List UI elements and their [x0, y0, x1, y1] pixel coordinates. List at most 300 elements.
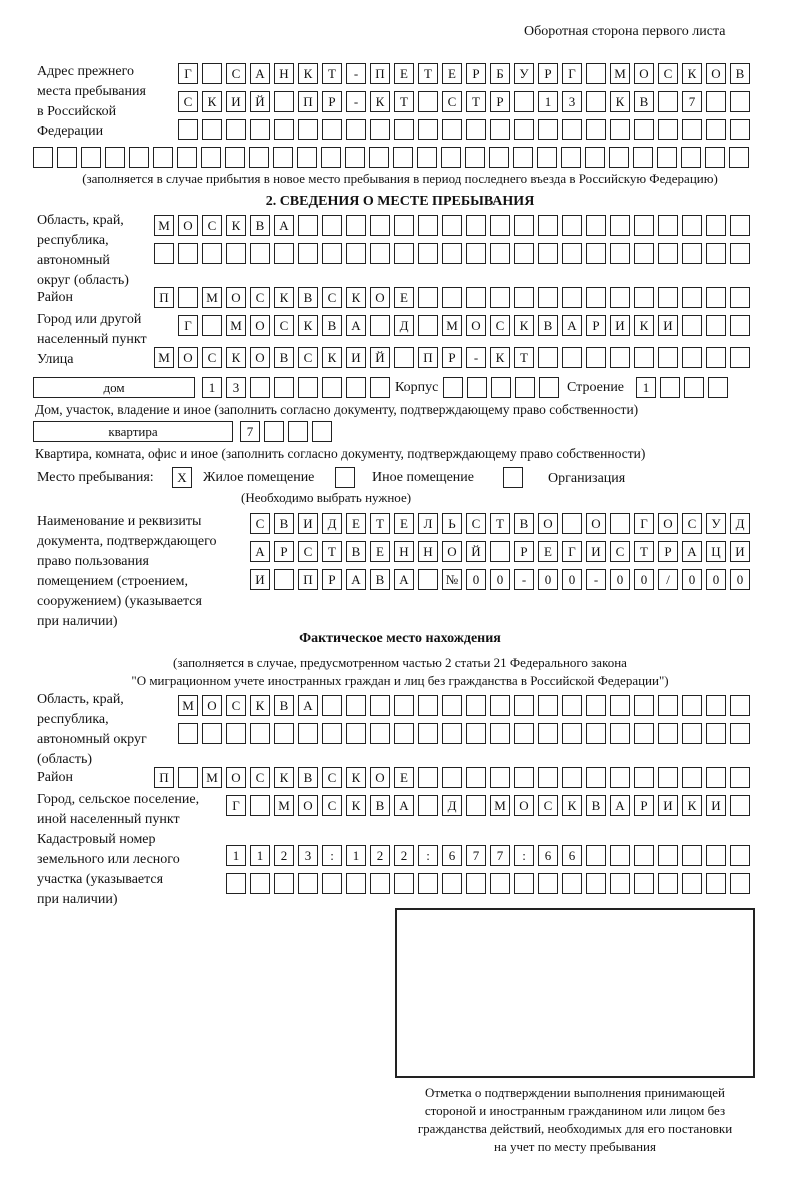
char-cell[interactable]: [321, 147, 341, 168]
char-cell[interactable]: [658, 695, 678, 716]
char-cell[interactable]: [297, 147, 317, 168]
char-cell[interactable]: [682, 845, 702, 866]
char-cell[interactable]: [610, 243, 630, 264]
char-cell[interactable]: [515, 377, 535, 398]
char-cell[interactable]: [250, 377, 270, 398]
char-cell[interactable]: 0: [490, 569, 510, 590]
char-cell[interactable]: В: [322, 315, 342, 336]
char-cell[interactable]: [466, 873, 486, 894]
char-cell[interactable]: [312, 421, 332, 442]
char-cell[interactable]: 6: [562, 845, 582, 866]
char-cell[interactable]: [466, 287, 486, 308]
char-cell[interactable]: С: [322, 795, 342, 816]
char-cell[interactable]: Й: [250, 91, 270, 112]
char-cell[interactable]: 3: [298, 845, 318, 866]
char-cell[interactable]: В: [298, 767, 318, 788]
char-cell[interactable]: И: [658, 795, 678, 816]
char-cell[interactable]: А: [274, 215, 294, 236]
char-cell[interactable]: [418, 315, 438, 336]
char-cell[interactable]: О: [298, 795, 318, 816]
char-cell[interactable]: С: [610, 541, 630, 562]
char-cell[interactable]: [274, 873, 294, 894]
char-cell[interactable]: [370, 119, 390, 140]
char-cell[interactable]: К: [514, 315, 534, 336]
char-cell[interactable]: :: [322, 845, 342, 866]
char-cell[interactable]: 1: [226, 845, 246, 866]
char-cell[interactable]: [730, 767, 750, 788]
char-cell[interactable]: С: [202, 347, 222, 368]
char-cell[interactable]: [394, 215, 414, 236]
char-cell[interactable]: [658, 723, 678, 744]
char-cell[interactable]: [706, 315, 726, 336]
char-cell[interactable]: [730, 695, 750, 716]
char-cell[interactable]: [562, 243, 582, 264]
char-cell[interactable]: [370, 315, 390, 336]
char-cell[interactable]: [298, 873, 318, 894]
char-cell[interactable]: [466, 795, 486, 816]
char-cell[interactable]: [298, 119, 318, 140]
char-cell[interactable]: [730, 873, 750, 894]
char-cell[interactable]: О: [586, 513, 606, 534]
char-cell[interactable]: М: [610, 63, 630, 84]
char-cell[interactable]: [490, 119, 510, 140]
char-cell[interactable]: [274, 91, 294, 112]
char-cell[interactable]: [491, 377, 511, 398]
char-cell[interactable]: [346, 377, 366, 398]
char-cell[interactable]: [418, 873, 438, 894]
char-cell[interactable]: И: [298, 513, 318, 534]
char-cell[interactable]: [346, 723, 366, 744]
char-cell[interactable]: Т: [490, 513, 510, 534]
char-cell[interactable]: М: [274, 795, 294, 816]
char-cell[interactable]: И: [706, 795, 726, 816]
char-cell[interactable]: [682, 695, 702, 716]
char-cell[interactable]: [466, 243, 486, 264]
char-cell[interactable]: [418, 287, 438, 308]
char-cell[interactable]: [634, 119, 654, 140]
char-cell[interactable]: В: [346, 541, 366, 562]
char-cell[interactable]: С: [226, 63, 246, 84]
char-cell[interactable]: [562, 513, 582, 534]
char-cell[interactable]: №: [442, 569, 462, 590]
char-cell[interactable]: В: [538, 315, 558, 336]
char-cell[interactable]: [610, 513, 630, 534]
char-cell[interactable]: К: [562, 795, 582, 816]
char-cell[interactable]: [466, 695, 486, 716]
char-cell[interactable]: [586, 845, 606, 866]
char-cell[interactable]: [178, 723, 198, 744]
char-cell[interactable]: В: [298, 287, 318, 308]
char-cell[interactable]: [153, 147, 173, 168]
char-cell[interactable]: С: [490, 315, 510, 336]
char-cell[interactable]: М: [202, 767, 222, 788]
char-cell[interactable]: [394, 347, 414, 368]
char-cell[interactable]: А: [250, 63, 270, 84]
char-cell[interactable]: [586, 243, 606, 264]
char-cell[interactable]: [586, 91, 606, 112]
char-cell[interactable]: [394, 695, 414, 716]
char-cell[interactable]: [201, 147, 221, 168]
char-cell[interactable]: [634, 695, 654, 716]
char-cell[interactable]: [706, 287, 726, 308]
char-cell[interactable]: 0: [730, 569, 750, 590]
char-cell[interactable]: 0: [466, 569, 486, 590]
char-cell[interactable]: С: [538, 795, 558, 816]
char-cell[interactable]: [730, 795, 750, 816]
char-cell[interactable]: [442, 695, 462, 716]
char-cell[interactable]: [634, 723, 654, 744]
char-cell[interactable]: И: [610, 315, 630, 336]
char-cell[interactable]: 6: [442, 845, 462, 866]
char-cell[interactable]: Р: [322, 91, 342, 112]
house-type-field[interactable]: дом: [33, 377, 195, 398]
char-cell[interactable]: 1: [538, 91, 558, 112]
char-cell[interactable]: [634, 287, 654, 308]
char-cell[interactable]: [562, 695, 582, 716]
char-cell[interactable]: [490, 215, 510, 236]
char-cell[interactable]: О: [202, 695, 222, 716]
char-cell[interactable]: [610, 845, 630, 866]
char-cell[interactable]: [730, 287, 750, 308]
char-cell[interactable]: Т: [394, 91, 414, 112]
char-cell[interactable]: [513, 147, 533, 168]
char-cell[interactable]: Е: [394, 767, 414, 788]
char-cell[interactable]: [274, 377, 294, 398]
char-cell[interactable]: В: [250, 215, 270, 236]
char-cell[interactable]: [346, 695, 366, 716]
char-cell[interactable]: [264, 421, 284, 442]
char-cell[interactable]: Е: [394, 287, 414, 308]
char-cell[interactable]: [393, 147, 413, 168]
char-cell[interactable]: С: [250, 767, 270, 788]
char-cell[interactable]: М: [154, 347, 174, 368]
char-cell[interactable]: Ц: [706, 541, 726, 562]
char-cell[interactable]: [706, 695, 726, 716]
char-cell[interactable]: С: [250, 287, 270, 308]
char-cell[interactable]: 1: [250, 845, 270, 866]
char-cell[interactable]: [658, 873, 678, 894]
char-cell[interactable]: К: [298, 63, 318, 84]
char-cell[interactable]: Й: [466, 541, 486, 562]
char-cell[interactable]: К: [274, 767, 294, 788]
char-cell[interactable]: [370, 873, 390, 894]
char-cell[interactable]: [274, 569, 294, 590]
char-cell[interactable]: С: [298, 347, 318, 368]
char-cell[interactable]: [729, 147, 749, 168]
char-cell[interactable]: [658, 845, 678, 866]
char-cell[interactable]: О: [442, 541, 462, 562]
char-cell[interactable]: 2: [274, 845, 294, 866]
char-cell[interactable]: [586, 723, 606, 744]
char-cell[interactable]: [657, 147, 677, 168]
char-cell[interactable]: О: [514, 795, 534, 816]
char-cell[interactable]: Р: [514, 541, 534, 562]
char-cell[interactable]: [322, 119, 342, 140]
char-cell[interactable]: [610, 347, 630, 368]
char-cell[interactable]: [57, 147, 77, 168]
char-cell[interactable]: [681, 147, 701, 168]
char-cell[interactable]: Р: [466, 63, 486, 84]
char-cell[interactable]: Р: [538, 63, 558, 84]
char-cell[interactable]: [538, 215, 558, 236]
char-cell[interactable]: [370, 377, 390, 398]
char-cell[interactable]: -: [514, 569, 534, 590]
char-cell[interactable]: С: [250, 513, 270, 534]
char-cell[interactable]: [562, 215, 582, 236]
char-cell[interactable]: Н: [274, 63, 294, 84]
char-cell[interactable]: 7: [240, 421, 260, 442]
char-cell[interactable]: [538, 119, 558, 140]
char-cell[interactable]: [586, 215, 606, 236]
char-cell[interactable]: Е: [394, 513, 414, 534]
char-cell[interactable]: [442, 287, 462, 308]
char-cell[interactable]: О: [370, 287, 390, 308]
char-cell[interactable]: [562, 767, 582, 788]
char-cell[interactable]: [514, 119, 534, 140]
char-cell[interactable]: [610, 695, 630, 716]
char-cell[interactable]: П: [370, 63, 390, 84]
char-cell[interactable]: А: [346, 569, 366, 590]
char-cell[interactable]: [226, 119, 246, 140]
char-cell[interactable]: В: [274, 695, 294, 716]
char-cell[interactable]: М: [154, 215, 174, 236]
char-cell[interactable]: [225, 147, 245, 168]
char-cell[interactable]: Т: [322, 63, 342, 84]
char-cell[interactable]: К: [346, 767, 366, 788]
char-cell[interactable]: [178, 767, 198, 788]
char-cell[interactable]: К: [634, 315, 654, 336]
char-cell[interactable]: [322, 215, 342, 236]
char-cell[interactable]: 1: [346, 845, 366, 866]
char-cell[interactable]: [274, 723, 294, 744]
char-cell[interactable]: А: [394, 795, 414, 816]
char-cell[interactable]: С: [178, 91, 198, 112]
char-cell[interactable]: П: [154, 287, 174, 308]
char-cell[interactable]: [634, 767, 654, 788]
char-cell[interactable]: [586, 695, 606, 716]
char-cell[interactable]: А: [298, 695, 318, 716]
char-cell[interactable]: О: [634, 63, 654, 84]
char-cell[interactable]: [418, 243, 438, 264]
char-cell[interactable]: [562, 347, 582, 368]
char-cell[interactable]: [202, 723, 222, 744]
char-cell[interactable]: К: [274, 287, 294, 308]
char-cell[interactable]: [585, 147, 605, 168]
char-cell[interactable]: -: [466, 347, 486, 368]
char-cell[interactable]: О: [706, 63, 726, 84]
char-cell[interactable]: Д: [394, 315, 414, 336]
char-cell[interactable]: [682, 767, 702, 788]
char-cell[interactable]: С: [466, 513, 486, 534]
char-cell[interactable]: [730, 845, 750, 866]
char-cell[interactable]: Р: [586, 315, 606, 336]
char-cell[interactable]: [442, 767, 462, 788]
char-cell[interactable]: [465, 147, 485, 168]
char-cell[interactable]: К: [370, 91, 390, 112]
char-cell[interactable]: [658, 243, 678, 264]
char-cell[interactable]: Е: [394, 63, 414, 84]
char-cell[interactable]: [129, 147, 149, 168]
char-cell[interactable]: С: [682, 513, 702, 534]
char-cell[interactable]: [394, 873, 414, 894]
char-cell[interactable]: [466, 215, 486, 236]
char-cell[interactable]: [442, 723, 462, 744]
char-cell[interactable]: М: [202, 287, 222, 308]
char-cell[interactable]: [418, 795, 438, 816]
char-cell[interactable]: [418, 767, 438, 788]
char-cell[interactable]: [177, 147, 197, 168]
char-cell[interactable]: [514, 873, 534, 894]
char-cell[interactable]: [490, 723, 510, 744]
char-cell[interactable]: К: [226, 215, 246, 236]
char-cell[interactable]: [370, 723, 390, 744]
char-cell[interactable]: Т: [370, 513, 390, 534]
char-cell[interactable]: [538, 347, 558, 368]
char-cell[interactable]: [441, 147, 461, 168]
char-cell[interactable]: [443, 377, 463, 398]
char-cell[interactable]: [273, 147, 293, 168]
char-cell[interactable]: [706, 873, 726, 894]
char-cell[interactable]: [250, 723, 270, 744]
char-cell[interactable]: [562, 873, 582, 894]
char-cell[interactable]: В: [274, 513, 294, 534]
char-cell[interactable]: [682, 215, 702, 236]
char-cell[interactable]: О: [178, 347, 198, 368]
char-cell[interactable]: [562, 119, 582, 140]
char-cell[interactable]: Р: [490, 91, 510, 112]
char-cell[interactable]: В: [634, 91, 654, 112]
char-cell[interactable]: [682, 287, 702, 308]
char-cell[interactable]: О: [178, 215, 198, 236]
char-cell[interactable]: [418, 569, 438, 590]
char-cell[interactable]: [730, 723, 750, 744]
char-cell[interactable]: П: [154, 767, 174, 788]
char-cell[interactable]: [538, 287, 558, 308]
char-cell[interactable]: [178, 287, 198, 308]
char-cell[interactable]: -: [586, 569, 606, 590]
char-cell[interactable]: У: [514, 63, 534, 84]
char-cell[interactable]: [298, 243, 318, 264]
char-cell[interactable]: [288, 421, 308, 442]
char-cell[interactable]: [394, 119, 414, 140]
char-cell[interactable]: А: [394, 569, 414, 590]
char-cell[interactable]: [658, 91, 678, 112]
char-cell[interactable]: К: [682, 63, 702, 84]
char-cell[interactable]: 0: [562, 569, 582, 590]
char-cell[interactable]: [442, 215, 462, 236]
stay-option-organization-checkbox[interactable]: [503, 467, 523, 488]
char-cell[interactable]: [370, 215, 390, 236]
char-cell[interactable]: [610, 287, 630, 308]
char-cell[interactable]: [442, 243, 462, 264]
char-cell[interactable]: 6: [538, 845, 558, 866]
char-cell[interactable]: [298, 377, 318, 398]
char-cell[interactable]: [418, 695, 438, 716]
char-cell[interactable]: А: [250, 541, 270, 562]
char-cell[interactable]: [539, 377, 559, 398]
char-cell[interactable]: [586, 63, 606, 84]
char-cell[interactable]: [226, 873, 246, 894]
char-cell[interactable]: [730, 347, 750, 368]
char-cell[interactable]: [660, 377, 680, 398]
char-cell[interactable]: Г: [178, 63, 198, 84]
char-cell[interactable]: Т: [466, 91, 486, 112]
char-cell[interactable]: [514, 287, 534, 308]
char-cell[interactable]: [730, 243, 750, 264]
char-cell[interactable]: Т: [634, 541, 654, 562]
char-cell[interactable]: [730, 119, 750, 140]
char-cell[interactable]: В: [370, 795, 390, 816]
char-cell[interactable]: 2: [394, 845, 414, 866]
char-cell[interactable]: Е: [370, 541, 390, 562]
char-cell[interactable]: [466, 723, 486, 744]
char-cell[interactable]: [682, 723, 702, 744]
char-cell[interactable]: О: [466, 315, 486, 336]
char-cell[interactable]: [682, 347, 702, 368]
char-cell[interactable]: [634, 873, 654, 894]
char-cell[interactable]: [178, 243, 198, 264]
char-cell[interactable]: [706, 91, 726, 112]
char-cell[interactable]: [586, 347, 606, 368]
char-cell[interactable]: И: [226, 91, 246, 112]
char-cell[interactable]: [538, 695, 558, 716]
char-cell[interactable]: [250, 243, 270, 264]
char-cell[interactable]: А: [562, 315, 582, 336]
char-cell[interactable]: [370, 695, 390, 716]
char-cell[interactable]: В: [274, 347, 294, 368]
char-cell[interactable]: И: [346, 347, 366, 368]
char-cell[interactable]: К: [202, 91, 222, 112]
char-cell[interactable]: [274, 243, 294, 264]
char-cell[interactable]: [369, 147, 389, 168]
char-cell[interactable]: [250, 795, 270, 816]
char-cell[interactable]: [322, 243, 342, 264]
char-cell[interactable]: Е: [346, 513, 366, 534]
char-cell[interactable]: [634, 347, 654, 368]
char-cell[interactable]: 7: [682, 91, 702, 112]
char-cell[interactable]: [538, 873, 558, 894]
char-cell[interactable]: [250, 873, 270, 894]
char-cell[interactable]: [105, 147, 125, 168]
char-cell[interactable]: [418, 723, 438, 744]
char-cell[interactable]: [322, 377, 342, 398]
char-cell[interactable]: П: [298, 91, 318, 112]
char-cell[interactable]: М: [442, 315, 462, 336]
char-cell[interactable]: [514, 215, 534, 236]
char-cell[interactable]: [610, 767, 630, 788]
char-cell[interactable]: В: [586, 795, 606, 816]
char-cell[interactable]: [226, 243, 246, 264]
char-cell[interactable]: [730, 215, 750, 236]
char-cell[interactable]: М: [178, 695, 198, 716]
char-cell[interactable]: [81, 147, 101, 168]
char-cell[interactable]: Д: [730, 513, 750, 534]
char-cell[interactable]: [418, 91, 438, 112]
char-cell[interactable]: [490, 873, 510, 894]
char-cell[interactable]: [634, 215, 654, 236]
char-cell[interactable]: [538, 243, 558, 264]
char-cell[interactable]: [202, 243, 222, 264]
char-cell[interactable]: Р: [658, 541, 678, 562]
char-cell[interactable]: К: [250, 695, 270, 716]
char-cell[interactable]: С: [226, 695, 246, 716]
char-cell[interactable]: О: [250, 315, 270, 336]
char-cell[interactable]: [442, 119, 462, 140]
char-cell[interactable]: К: [322, 347, 342, 368]
char-cell[interactable]: О: [658, 513, 678, 534]
char-cell[interactable]: [586, 767, 606, 788]
char-cell[interactable]: М: [490, 795, 510, 816]
